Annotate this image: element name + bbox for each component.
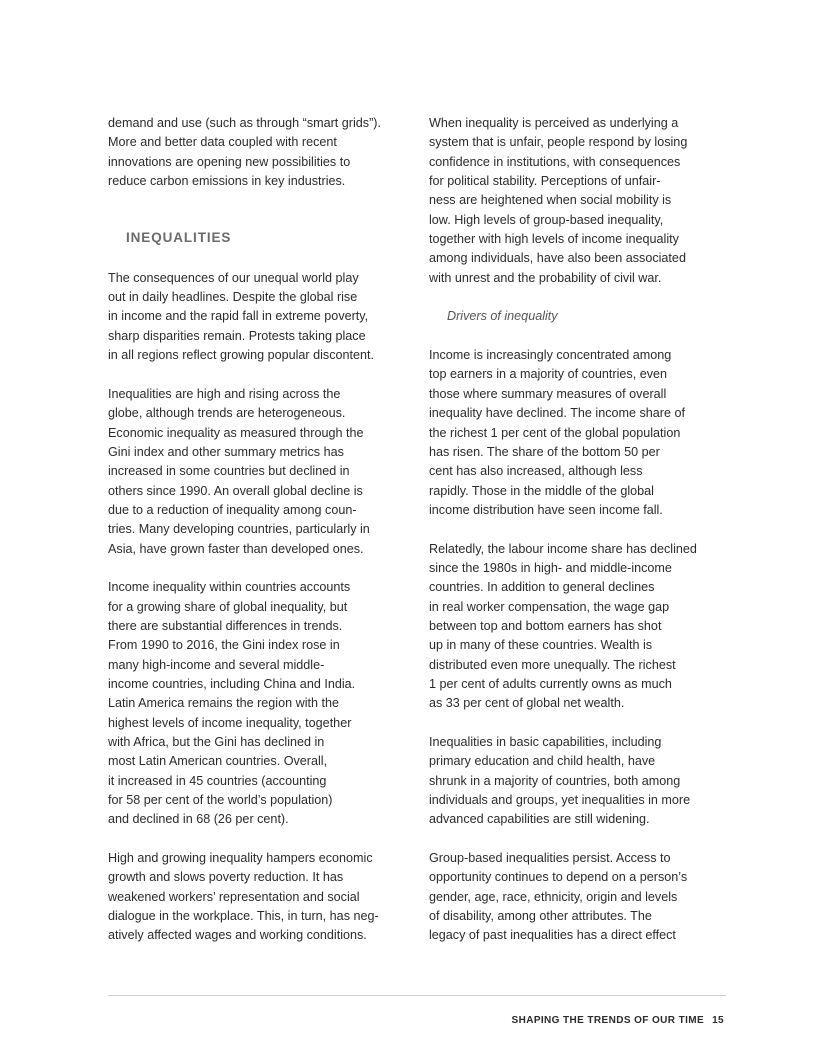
text-line: has risen. The share of the bottom 50 per bbox=[429, 444, 660, 459]
text-line: due to a reduction of inequality among coun- bbox=[108, 502, 357, 517]
text-line: atively affected wages and working conditions. bbox=[108, 928, 367, 943]
text-line: up in many of these countries. Wealth is bbox=[429, 638, 653, 653]
paragraph bbox=[108, 578, 408, 829]
text-line: in income and the rapid fall in extreme poverty, bbox=[108, 309, 369, 324]
text-line: reduce carbon emissions in key industries. bbox=[108, 174, 346, 189]
text-line: income countries, including China and India. bbox=[108, 676, 356, 691]
text-line: 1 per cent of adults currently owns as much bbox=[429, 676, 672, 691]
text-line: demand and use (such as through “smart grids”). bbox=[108, 116, 381, 130]
sub-heading: Drivers of inequality bbox=[447, 309, 558, 324]
text-line: Income is increasingly concentrated among bbox=[429, 348, 672, 363]
text-line: inequality have declined. The income share of bbox=[429, 406, 686, 421]
text-line: between top and bottom earners has shot bbox=[429, 618, 662, 633]
right-column bbox=[429, 114, 719, 946]
text-line: income distribution have seen income fall. bbox=[429, 502, 663, 517]
section-heading: INEQUALITIES bbox=[126, 230, 232, 245]
paragraph bbox=[429, 733, 719, 830]
paragraph bbox=[429, 114, 719, 288]
text-line: for political stability. Perceptions of unfair- bbox=[429, 174, 661, 189]
page-footer bbox=[512, 1015, 725, 1026]
text-line: with unrest and the probability of civil war. bbox=[429, 270, 662, 285]
text-line: individuals and groups, yet inequalities in more bbox=[429, 793, 691, 808]
text-line: in real worker compensation, the wage gap bbox=[429, 599, 670, 614]
text-line: countries. In addition to general declines bbox=[429, 580, 655, 595]
text-line: Inequalities are high and rising across the bbox=[108, 386, 341, 401]
text-line: Relatedly, the labour income share has declined bbox=[429, 541, 697, 556]
text-line: legacy of past inequalities has a direct effect bbox=[429, 928, 676, 943]
text-line: Group-based inequalities persist. Access to bbox=[429, 851, 671, 866]
text-line: since the 1980s in high- and middle-income bbox=[429, 560, 672, 575]
text-line: gender, age, race, ethnicity, origin and levels bbox=[429, 889, 678, 904]
text-line: globe, although trends are heterogeneous. bbox=[108, 406, 346, 421]
text-line: most Latin American countries. Overall, bbox=[108, 754, 328, 769]
text-line: there are substantial differences in trends. bbox=[108, 618, 343, 633]
text-line: The consequences of our unequal world play bbox=[108, 270, 359, 285]
text-line: system that is unfair, people respond by losing bbox=[429, 135, 688, 150]
text-line: many high-income and several middle- bbox=[108, 657, 325, 672]
text-line: confidence in institutions, with consequences bbox=[429, 154, 681, 169]
running-title: SHAPING THE TRENDS OF OUR TIME bbox=[511, 1015, 705, 1026]
text-line: opportunity continues to depend on a person’s bbox=[429, 870, 688, 885]
text-line: for a growing share of global inequality, but bbox=[108, 599, 348, 614]
text-line: as 33 per cent of global net wealth. bbox=[429, 696, 625, 711]
text-line: sharp disparities remain. Protests taking place bbox=[108, 328, 366, 343]
text-line: of disability, among other attributes. The bbox=[429, 909, 652, 924]
footer-divider bbox=[108, 995, 726, 996]
text-line: Gini index and other summary metrics has bbox=[108, 444, 344, 459]
text-line: increased in some countries but declined in bbox=[108, 464, 350, 479]
text-line: the richest 1 per cent of the global population bbox=[429, 425, 681, 440]
text-line: shrunk in a majority of countries, both among bbox=[429, 773, 681, 788]
text-line: Latin America remains the region with the bbox=[108, 696, 340, 711]
text-line: growth and slows poverty reduction. It has bbox=[108, 870, 344, 885]
text-line: Asia, have grown faster than developed ones. bbox=[108, 541, 364, 556]
paragraph bbox=[108, 114, 408, 191]
text-line: advanced capabilities are still widening. bbox=[429, 812, 650, 827]
text-line: dialogue in the workplace. This, in turn, has neg- bbox=[108, 909, 379, 924]
text-line: among individuals, have also been associated bbox=[429, 251, 686, 266]
text-line: High and growing inequality hampers economic bbox=[108, 851, 373, 866]
text-line: primary education and child health, have bbox=[429, 754, 656, 769]
text-line: it increased in 45 countries (accounting bbox=[108, 773, 327, 788]
text-line: ness are heightened when social mobility is bbox=[429, 193, 672, 208]
paragraph bbox=[429, 346, 719, 520]
text-line: for 58 per cent of the world’s population) bbox=[108, 793, 333, 808]
paragraph bbox=[108, 385, 408, 559]
text-line: distributed even more unequally. The richest bbox=[429, 657, 676, 672]
text-line: low. High levels of group-based inequality, bbox=[429, 212, 664, 227]
text-line: together with high levels of income inequality bbox=[429, 232, 679, 247]
text-line: Economic inequality as measured through the bbox=[108, 425, 364, 440]
paragraph bbox=[429, 540, 719, 714]
paragraph bbox=[429, 849, 719, 946]
text-line: rapidly. Those in the middle of the global bbox=[429, 483, 654, 498]
text-line: Inequalities in basic capabilities, including bbox=[429, 735, 662, 749]
text-line: highest levels of income inequality, together bbox=[108, 715, 352, 730]
text-line: out in daily headlines. Despite the global rise bbox=[108, 290, 358, 305]
text-line: top earners in a majority of countries, even bbox=[429, 367, 668, 382]
text-line: More and better data coupled with recent bbox=[108, 135, 337, 150]
text-line: cent has also increased, although less bbox=[429, 464, 643, 479]
text-line: others since 1990. An overall global decline is bbox=[108, 483, 363, 498]
text-line: in all regions reflect growing popular discontent. bbox=[108, 348, 375, 363]
text-line: innovations are opening new possibilities to bbox=[108, 154, 351, 169]
text-line: tries. Many developing countries, particularly in bbox=[108, 522, 370, 537]
page-number: 15 bbox=[712, 1015, 724, 1026]
paragraph bbox=[108, 849, 408, 946]
text-line: those where summary measures of overall bbox=[429, 386, 667, 401]
text-line: with Africa, but the Gini has declined in bbox=[108, 735, 325, 749]
paragraph bbox=[108, 269, 408, 366]
text-line: From 1990 to 2016, the Gini index rose in bbox=[108, 638, 340, 653]
text-line: Income inequality within countries accounts bbox=[108, 580, 351, 595]
text-line: When inequality is perceived as underlying a bbox=[429, 116, 679, 130]
text-line: weakened workers’ representation and social bbox=[108, 889, 360, 904]
text-line: and declined in 68 (26 per cent). bbox=[108, 812, 289, 827]
